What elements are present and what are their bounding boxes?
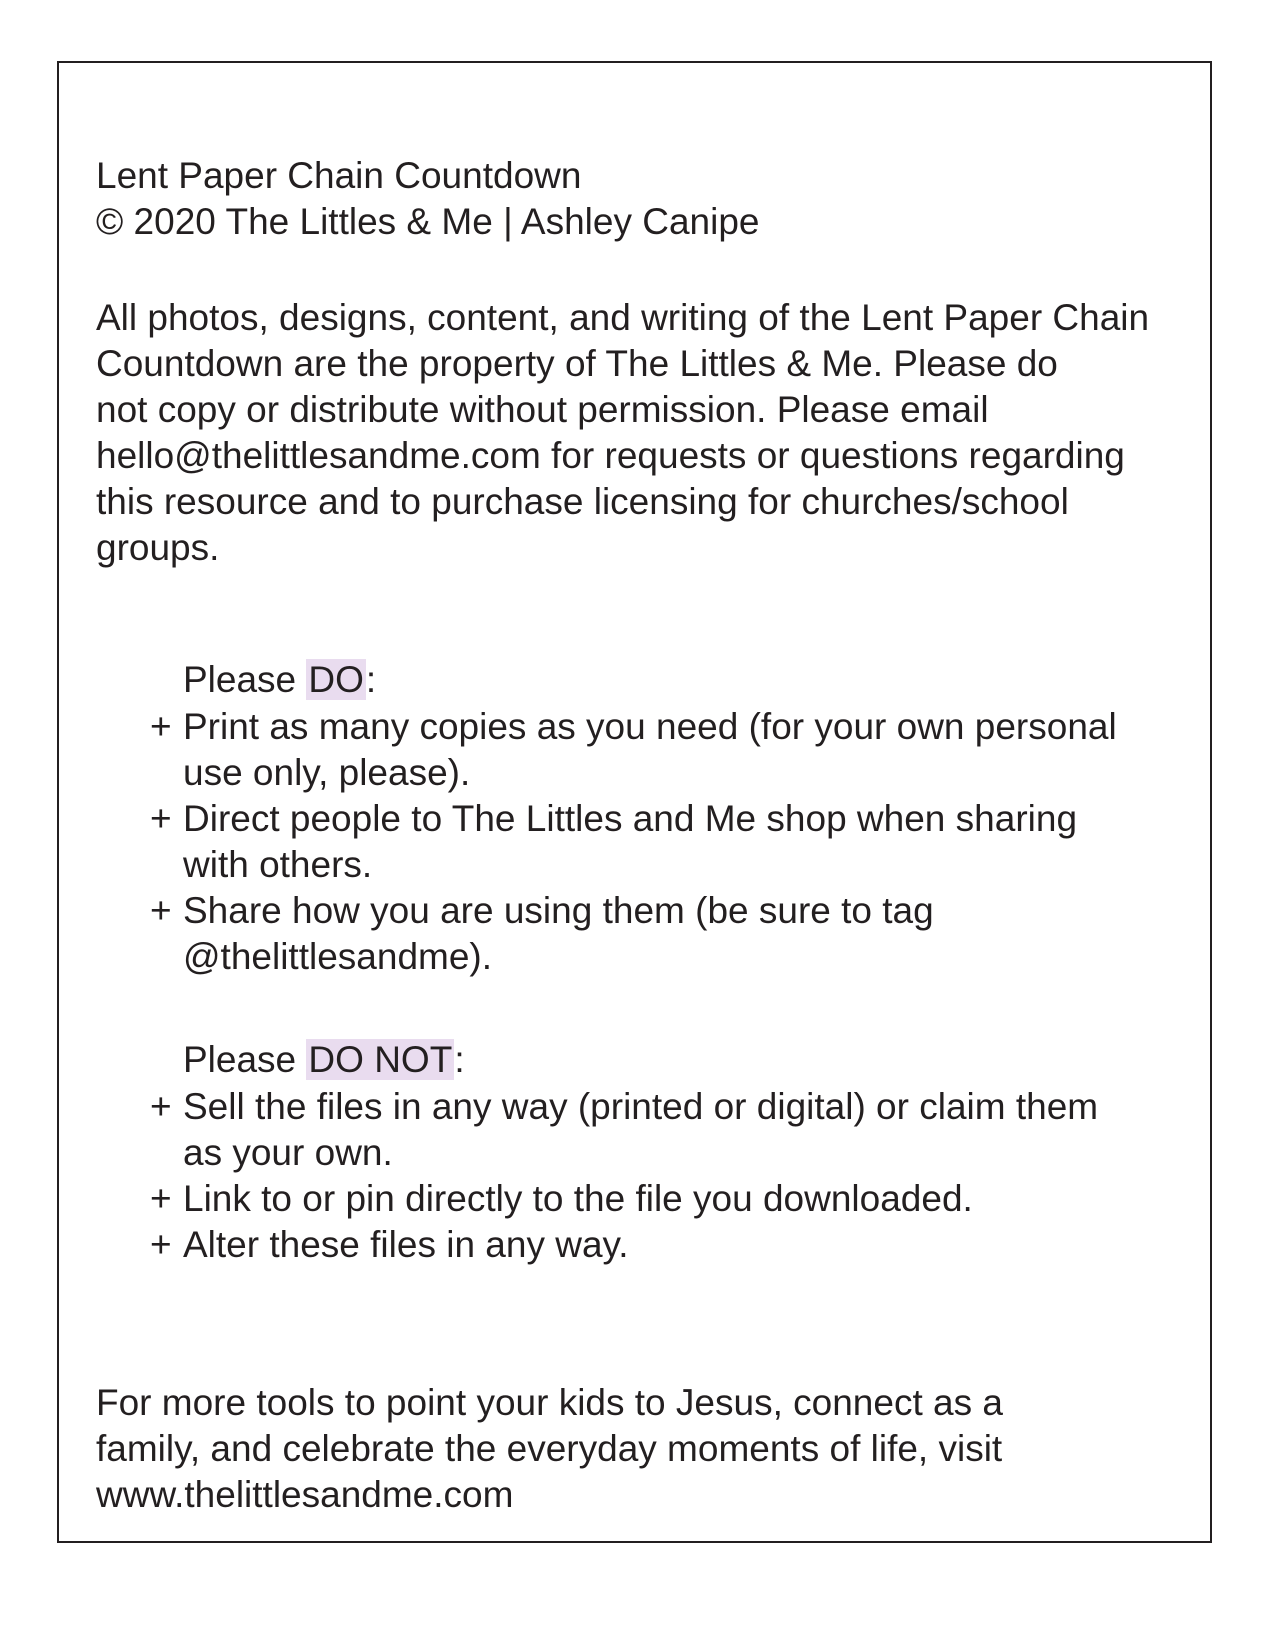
- notice-line: groups.: [96, 527, 220, 568]
- list-item-line: @thelittlesandme).: [183, 936, 493, 977]
- heading-prefix: Please: [183, 1039, 307, 1080]
- list-item: [150, 1176, 1098, 1222]
- do-section-heading: [183, 657, 376, 703]
- list-item-line: Link to or pin directly to the file you downloaded.: [183, 1178, 973, 1219]
- list-item: [150, 1084, 1098, 1176]
- donot-section-heading: [183, 1037, 465, 1083]
- list-item-line: use only, please).: [183, 752, 471, 793]
- list-item-line: Print as many copies as you need (for your own personal: [183, 706, 1117, 747]
- list-item-line: as your own.: [183, 1132, 393, 1173]
- donot-list: [150, 1084, 1098, 1268]
- notice-line: All photos, designs, content, and writing of the Lent Paper Chain: [96, 297, 1150, 338]
- notice-line: Countdown are the property of The Littles & Me. Please do: [96, 343, 1058, 384]
- copyright-line: © 2020 The Littles & Me | Ashley Canipe: [96, 201, 760, 242]
- plus-bullet-icon: +: [150, 1178, 172, 1219]
- document-title: [96, 153, 760, 245]
- footer-text: [96, 1380, 1003, 1518]
- notice-line: this resource and to purchase licensing for churches/school: [96, 481, 1069, 522]
- plus-bullet-icon: +: [150, 890, 172, 931]
- list-item: [150, 704, 1117, 796]
- footer-line: For more tools to point your kids to Jesus, connect as a: [96, 1382, 1003, 1423]
- website-url: www.thelittlesandme.com: [96, 1474, 514, 1515]
- heading-prefix: Please: [183, 659, 307, 700]
- list-item-line: with others.: [183, 844, 373, 885]
- plus-bullet-icon: +: [150, 706, 172, 747]
- notice-line: hello@thelittlesandme.com for requests or questions regarding: [96, 435, 1125, 476]
- donot-highlight: DO NOT: [308, 1039, 453, 1080]
- title-line: Lent Paper Chain Countdown: [96, 155, 582, 196]
- heading-suffix: :: [365, 659, 377, 700]
- heading-suffix: :: [454, 1039, 465, 1080]
- list-item: [150, 1222, 1098, 1268]
- notice-line: not copy or distribute without permission. Please email: [96, 389, 989, 430]
- list-item: [150, 888, 1117, 980]
- list-item-line: Direct people to The Littles and Me shop when sharing: [183, 798, 1078, 839]
- plus-bullet-icon: +: [150, 1224, 172, 1265]
- list-item-line: Sell the files in any way (printed or digital) or claim them: [183, 1086, 1099, 1127]
- list-item-line: Alter these files in any way.: [183, 1224, 629, 1265]
- plus-bullet-icon: +: [150, 1086, 172, 1127]
- list-item-line: Share how you are using them (be sure to tag: [183, 890, 934, 931]
- footer-line: family, and celebrate the everyday moments of life, visit: [96, 1428, 1003, 1469]
- do-highlight: DO: [308, 659, 364, 700]
- copyright-notice: [96, 295, 1149, 571]
- do-list: [150, 704, 1117, 980]
- list-item: [150, 796, 1117, 888]
- plus-bullet-icon: +: [150, 798, 172, 839]
